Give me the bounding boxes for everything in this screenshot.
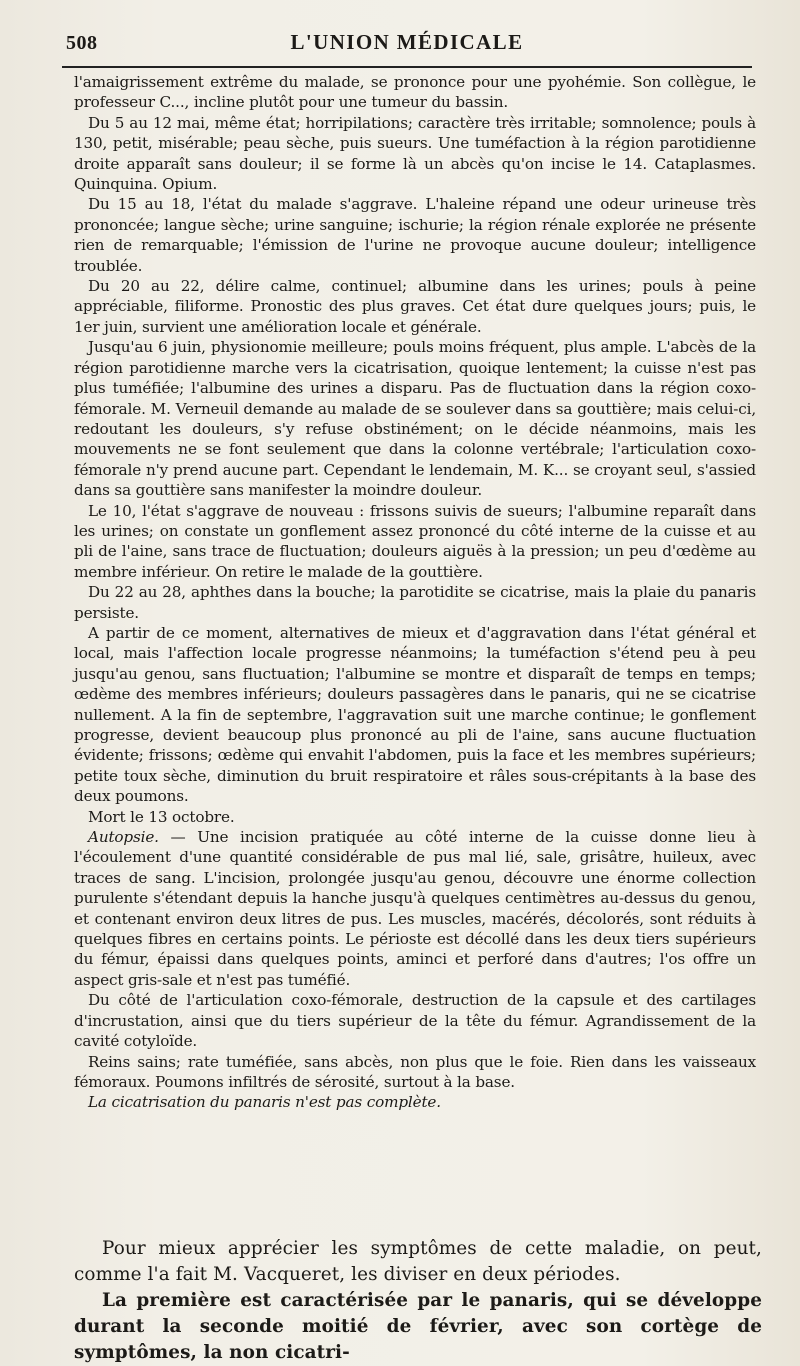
autopsy-text: — Une incision pratiquée au côté interne de la cuisse donne lieu à l'écoulement d'une quantité considérable de pus mal lié, sale, grisâtre, huileux, avec traces de sang. L'incision, prolongée jusqu'au genou, découvre une énorme collection purulente s'étendant depuis la hanche jusqu'à quelques centimètres au-dessus du genou, et contenant environ deux litres de pus. Les muscles, macérés, décolorés, sont réduits à quelques fibres en certains points. Le périoste est décollé dans les deux tiers supérieurs du fémur, épaissi dans quelques points, aminci et perforé dans d'autres; l'os offre un aspect gris-sale et n'est pas tuméfié. — [74, 828, 756, 989]
paragraph: A partir de ce moment, alternatives de mieux et d'aggravation dans l'état général et local, mais l'affection locale progresse néanmoins; la tuméfaction s'étend peu à peu jusqu'au genou, sans fluctuation; l'albumine se montre et disparaît de temps en temps; œdème des membres inférieurs; douleurs passagères dans le panaris, qui ne se cicatrise nullement. A la fin de septembre, l'aggravation suit une marche continue; le gonflement progresse, devient beaucoup plus prononcé au pli de l'aine, sans aucune fluctuation évidente; frissons; œdème qui envahit l'abdomen, puis la face et les membres supérieurs; petite toux sèche, diminution du bruit respiratoire et râles sous-crépitants à la base des deux poumons. — [74, 623, 756, 806]
paragraph: Du 15 au 18, l'état du malade s'aggrave. L'haleine répand une odeur urineuse très prononcée; langue sèche; urine sanguine; ischurie; la région rénale explorée ne présente rien de remarquable; l'émission de l'urine ne provoque aucune douleur; intelligence troublée. — [74, 195, 756, 275]
italic-note: La cicatrisation du panaris n'est pas complète. — [88, 1093, 441, 1112]
paragraph: Mort le 13 octobre. — [88, 807, 235, 826]
paragraph: Du 20 au 22, délire calme, continuel; albumine dans les urines; pouls à peine appréciable, filiforme. Pronostic des plus graves. Cet état dure quelques jours; puis, le 1er juin, survient une amélioration locale et générale. — [74, 277, 756, 336]
large-paragraph: La première est caractérisée par le panaris, qui se développe durant la seconde moitié de février, avec son cortège de symptômes, la non cicatri- — [74, 1290, 762, 1363]
paragraph: Le 10, l'état s'aggrave de nouveau : frissons suivis de sueurs; l'albumine reparaît dans les urines; on constate un gonflement assez prononcé du côté interne de la cuisse et au pli de l'aine, sans trace de fluctuation; douleurs aiguës à la pression; un peu d'œdème au membre inférieur. On retire le malade de la gouttière. — [74, 501, 756, 581]
paragraph: Du 22 au 28, aphthes dans la bouche; la parotidite se cicatrise, mais la plaie du panaris persiste. — [74, 583, 756, 622]
page-number: 508 — [66, 32, 98, 54]
paragraph: Reins sains; rate tuméfiée, sans abcès, non plus que le foie. Rien dans les vaisseaux fémoraux. Poumons infiltrés de sérosité, surtout à la base. — [74, 1052, 756, 1091]
paragraph: Du côté de l'articulation coxo-fémorale, destruction de la capsule et des cartilages d'incrustation, ainsi que du tiers supérieur de la tête du fémur. Agrandissement de la cavité cotyloïde. — [74, 991, 756, 1051]
paragraph: Du 5 au 12 mai, même état; horripilations; caractère très irritable; somnolence; pouls à 130, petit, misérable; peau sèche, puis sueurs. Une tuméfaction à la région parotidienne droite apparaît sans douleur; il se forme là un abcès qu'on incise le 14. Cataplasmes. Quinquina. Opium. — [74, 113, 756, 194]
page-header — [62, 30, 752, 68]
autopsy-paragraph — [74, 827, 756, 990]
commentary-section — [74, 1236, 762, 1366]
paragraph: l'amaigrissement extrême du malade, se prononce pour une pyohémie. Son collègue, le professeur C..., incline plutôt pour une tumeur du bassin. — [74, 73, 756, 112]
large-paragraph: Pour mieux apprécier les symptômes de cette maladie, on peut, comme l'a fait M. Vacqueret, les diviser en deux périodes. — [74, 1238, 762, 1285]
paragraph: Jusqu'au 6 juin, physionomie meilleure; pouls moins fréquent, plus ample. L'abcès de la région parotidienne marche vers la cicatrisation, quoique lentement; la cuisse n'est pas plus tuméfiée; l'albumine des urines a disparu. Pas de fluctuation dans la région coxo-fémorale. M. Verneuil demande au malade de se soulever dans sa gouttière; mais celui-ci, redoutant les douleurs, s'y refuse obstinément; on le décide néanmoins, mais les mouvements ne se font seulement que dans la colonne vertébrale; l'articulation coxo-fémorale n'y prend aucune part. Cependant le lendemain, M. K... se croyant seul, s'assied dans sa gouttière sans manifester la moindre douleur. — [74, 338, 756, 500]
autopsy-label: Autopsie. — [88, 828, 159, 847]
running-title: L'UNION MÉDICALE — [290, 30, 524, 54]
article-body — [74, 72, 756, 1113]
